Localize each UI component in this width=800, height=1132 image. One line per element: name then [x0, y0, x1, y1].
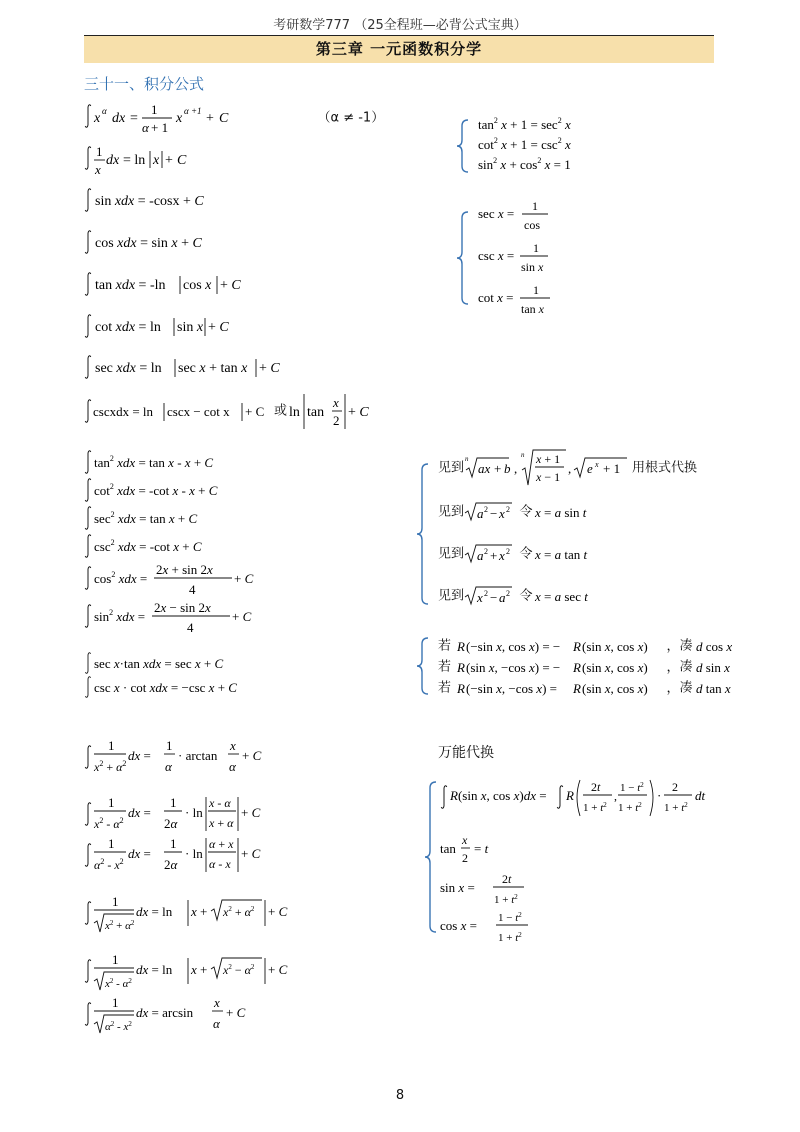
- svg-text:x +: x +: [191, 904, 208, 919]
- svg-text:x = a tan t: x = a tan t: [534, 547, 587, 562]
- rule-prefix: 见到: [438, 546, 465, 562]
- identity-sec: [478, 198, 558, 234]
- svg-text:1: 1: [112, 952, 119, 967]
- svg-text:csc x =: csc x =: [478, 248, 515, 263]
- formula-csc-alt-svg: [287, 391, 367, 431]
- formula-a2-minus-x2: [84, 834, 274, 876]
- svg-text:1 + t2: $1 + t^2$: [494, 893, 518, 906]
- svg-text:R: R: [457, 660, 465, 675]
- rule-prefix: 见到: [438, 588, 465, 604]
- svg-text:x + 1: x + 1: [536, 452, 561, 466]
- svg-text:−: −: [490, 590, 498, 605]
- formula-csc: [84, 391, 367, 431]
- svg-text:dx =: dx =: [128, 748, 151, 763]
- svg-text:+ C: + C: [268, 962, 288, 977]
- universal-cos: [440, 908, 550, 948]
- page-number: 8: [395, 1088, 405, 1103]
- svg-text:sec x + tan x: sec x + tan x: [178, 361, 248, 376]
- svg-text:C: C: [219, 111, 229, 126]
- formula-power-svg: [84, 101, 314, 135]
- svg-text:(−sin x, cos x) = −: (−sin x, cos x) = −: [466, 639, 561, 654]
- svg-text:4: 4: [189, 582, 196, 597]
- formula-sec-squared: [84, 506, 244, 532]
- formula-cot-squared: [84, 478, 244, 504]
- svg-text:2α: 2α: [164, 857, 178, 872]
- rule-x-minus-a: [438, 584, 623, 608]
- svg-text:+ 1: + 1: [603, 461, 621, 476]
- svg-text:1: 1: [108, 836, 115, 851]
- svg-text:2x + sin 2x: 2x + sin 2x: [156, 562, 213, 577]
- svg-text:α: α: [142, 120, 149, 135]
- rule-symmetry-sin: [438, 657, 745, 677]
- rule-radical-prefix: 见到: [438, 460, 465, 476]
- svg-text:α: α: [165, 759, 172, 774]
- svg-text:x: x: [462, 833, 468, 847]
- formula-cot: [84, 312, 254, 342]
- identity-pythagorean-3: [478, 154, 598, 174]
- svg-text:x: x: [499, 506, 505, 521]
- rule-symmetry-cos: [438, 636, 745, 656]
- svg-text:e: e: [587, 461, 593, 476]
- rule-cou: 凑: [679, 680, 693, 696]
- svg-text:x: x: [230, 738, 236, 753]
- svg-text:(sin x, cos x): (sin x, cos x): [582, 681, 648, 696]
- svg-text:x2 - α2: $x^2 - \alpha^2$: [94, 816, 124, 831]
- svg-text:1: 1: [108, 795, 115, 810]
- svg-text:2: 2: [462, 851, 468, 865]
- rule-a-plus-x: [438, 542, 623, 566]
- chapter-title: 第三章 一元函数积分学: [84, 35, 714, 63]
- rule-ling: 令: [519, 504, 533, 520]
- svg-text:1: 1: [532, 199, 538, 213]
- rule-radical-svg: [464, 448, 632, 488]
- svg-text:+ C: + C: [208, 320, 229, 335]
- formula-csc-squared: [84, 534, 244, 560]
- svg-text:+: +: [490, 548, 498, 563]
- svg-text:x: x: [94, 111, 101, 126]
- section-title: 三十一、积分公式: [84, 75, 205, 93]
- formula-cos-squared: [84, 560, 254, 598]
- svg-text:x: x: [95, 162, 101, 177]
- svg-text:x: x: [499, 548, 505, 563]
- svg-text:2: 2: [484, 547, 489, 556]
- rule-a-minus-x: [438, 500, 623, 524]
- svg-text:x: x: [595, 460, 599, 469]
- svg-text:x2 − α2: $x^2 - \alpha^2$: [223, 963, 255, 977]
- svg-text:α + x: α + x: [209, 837, 234, 851]
- svg-text:sin x =: sin x =: [440, 880, 475, 895]
- svg-text:ax: ax: [478, 461, 491, 476]
- svg-text:(sin x, −cos x) = −: (sin x, −cos x) = −: [466, 660, 561, 675]
- svg-text:R: R: [573, 660, 581, 675]
- svg-text:1 + t2: $1 + t^2$: [618, 801, 642, 814]
- svg-text:1: 1: [112, 995, 119, 1010]
- svg-text:+: +: [206, 111, 214, 126]
- svg-text:x2 + α2: $x^2 + \alpha^2$: [105, 919, 135, 932]
- svg-text:+ C: + C: [241, 846, 261, 861]
- svg-text:cot xdx = ln: cot xdx = ln: [95, 320, 161, 335]
- svg-text:1 + t2: $1 + t^2$: [664, 801, 688, 814]
- svg-text:x: x: [214, 995, 220, 1010]
- rule-radical-suffix: 用根式代换: [632, 460, 698, 476]
- rule-comma: ，: [666, 680, 680, 696]
- formula-csc-svg: [84, 391, 274, 431]
- rule-ruo: 若: [438, 638, 452, 654]
- svg-text:R: R: [566, 788, 574, 803]
- power-condition: （α ≠ -1）: [317, 110, 385, 126]
- svg-text:cos2 xdx =: $\cos^2$ xdx =: [94, 570, 148, 586]
- svg-text:C: C: [177, 153, 187, 168]
- svg-text:x2 + α2: $x^2 + \alpha^2$: [223, 905, 255, 919]
- svg-text:(sin x, cos x): (sin x, cos x): [582, 639, 648, 654]
- svg-text:cos x =: cos x =: [440, 918, 477, 933]
- svg-text:2: 2: [672, 780, 678, 794]
- svg-text:1 − t2: $1 - t^2$: [620, 781, 644, 794]
- svg-text:cos: cos: [524, 218, 540, 232]
- svg-text:+ C: + C: [234, 571, 254, 586]
- universal-integral: [440, 776, 710, 822]
- svg-text:= ln: = ln: [123, 153, 146, 168]
- svg-text:sin2 x + cos2 x = 1: $\sin^2 x + \cos^2 x = 1$: [478, 156, 571, 172]
- brace-substitution: [416, 462, 430, 606]
- svg-text:1 − t2: $1 - t^2$: [498, 911, 522, 924]
- svg-text:α2 - x2: $\alpha^2 - x^2$: [105, 1020, 132, 1033]
- formula-sec-svg: [84, 353, 284, 383]
- svg-text:x - α: x - α: [209, 796, 231, 810]
- svg-text:· ln: · ln: [185, 805, 203, 820]
- svg-text:=: =: [130, 111, 138, 126]
- formula-cos: [84, 228, 234, 258]
- svg-text:(sin x, cos x): (sin x, cos x): [582, 660, 648, 675]
- svg-text:a: a: [499, 590, 506, 605]
- universal-tan-half: [440, 830, 520, 870]
- svg-text:cot2 xdx = -cot x - x + C: $\cot^2$ xdx = -cot x - x + C: [94, 482, 218, 498]
- svg-text:x2 - α2: $x^2 - \alpha^2$: [105, 977, 132, 990]
- svg-text:+: +: [494, 461, 502, 476]
- svg-text:x: x: [176, 111, 183, 126]
- svg-text:tan xdx = -ln: tan xdx = -ln: [95, 278, 166, 293]
- formula-cot-svg: [84, 312, 254, 342]
- formula-sec-tan: [84, 652, 254, 676]
- svg-text:R: R: [573, 681, 581, 696]
- rule-cou: 凑: [679, 638, 693, 654]
- svg-text:d cos x: d cos x: [695, 639, 732, 654]
- svg-text:= t: = t: [474, 841, 489, 856]
- svg-text:dx = arcsin: dx = arcsin: [136, 1005, 194, 1020]
- svg-text:· arctan: · arctan: [178, 748, 218, 763]
- svg-text:+: +: [165, 153, 173, 168]
- svg-text:ln: ln: [289, 405, 300, 420]
- svg-text:+ C: + C: [259, 361, 280, 376]
- svg-text:2: 2: [506, 589, 511, 598]
- svg-text:dx: dx: [112, 111, 126, 126]
- svg-text:dt: dt: [695, 788, 706, 803]
- svg-text:x = a sec t: x = a sec t: [534, 589, 588, 604]
- svg-text:tan2 xdx = tan x - x + C: $\tan^2$ xdx = tan x - x + C: [94, 454, 214, 470]
- svg-text:a: a: [477, 548, 484, 563]
- svg-text:2: 2: [484, 589, 489, 598]
- svg-text:x: x: [153, 153, 160, 168]
- svg-text:a: a: [477, 506, 484, 521]
- svg-text:n: n: [521, 451, 525, 459]
- svg-text:,: ,: [514, 461, 518, 476]
- svg-text:sin x: sin x: [177, 320, 204, 335]
- svg-text:α: α: [229, 759, 236, 774]
- svg-text:tan x: tan x: [521, 302, 544, 316]
- svg-text:x: x: [477, 590, 483, 605]
- svg-text:2t: 2t: [591, 780, 601, 794]
- identity-csc: [478, 240, 558, 276]
- formula-power: [84, 101, 384, 135]
- svg-text:csc2 xdx = -cot x + C: $\csc^2$ xdx = -cot x + C: [94, 538, 202, 554]
- identity-pythagorean-2: [478, 134, 598, 154]
- formula-tan-svg: [84, 270, 254, 300]
- formula-cos-svg: [84, 228, 234, 258]
- svg-text:+ C: + C: [242, 748, 262, 763]
- svg-text:sin xdx = -cosx + C: sin xdx = -cosx + C: [95, 194, 204, 209]
- svg-text:1: 1: [170, 836, 177, 851]
- svg-text:csc x · cot xdx = −csc x + C: csc x · cot xdx = −csc x + C: [94, 680, 237, 695]
- formula-sqrt-plus: [84, 892, 304, 936]
- svg-text:+ C: + C: [220, 278, 241, 293]
- svg-text:b: b: [504, 461, 511, 476]
- svg-text:2α: 2α: [164, 816, 178, 831]
- svg-text:x +: x +: [191, 962, 208, 977]
- formula-sec: [84, 353, 284, 383]
- svg-text:1: 1: [96, 144, 103, 159]
- svg-text:x2 + α2: $x^2 + \alpha^2$: [94, 759, 127, 774]
- brace-universal: [424, 780, 438, 934]
- svg-text:sec2 xdx = tan x + C: $\sec^2$ xdx = tan x + C: [94, 510, 198, 526]
- svg-text:cot x =: cot x =: [478, 290, 514, 305]
- svg-text:sin x: sin x: [521, 260, 544, 274]
- formula-csc-cot: [84, 676, 264, 700]
- svg-text:sec xdx = ln: sec xdx = ln: [95, 361, 162, 376]
- svg-text:cos x: cos x: [183, 278, 212, 293]
- svg-text:,: ,: [568, 461, 572, 476]
- formula-arctan: [84, 736, 274, 778]
- svg-text:2: 2: [506, 505, 511, 514]
- svg-text:α2 - x2: $\alpha^2 - x^2$: [94, 857, 124, 872]
- svg-text:d tan x: d tan x: [695, 681, 731, 696]
- svg-text:tan: tan: [440, 841, 456, 856]
- svg-text:sec x =: sec x =: [478, 206, 515, 221]
- csc-or-label: 或: [274, 403, 288, 419]
- rule-comma: ，: [666, 638, 680, 654]
- formula-reciprocal: [84, 143, 204, 177]
- formula-sin: [84, 186, 234, 216]
- formula-reciprocal-svg: [84, 143, 204, 177]
- formula-arcsin: [84, 993, 284, 1037]
- svg-text:1: 1: [151, 102, 158, 117]
- rule-prefix: 见到: [438, 504, 465, 520]
- svg-text:x = a sin t: x = a sin t: [534, 505, 586, 520]
- rule-radical: [438, 448, 697, 488]
- svg-text:tan: tan: [307, 405, 325, 420]
- svg-text:−: −: [490, 506, 498, 521]
- svg-text:+ 1: + 1: [151, 120, 169, 135]
- rule-ling: 令: [519, 588, 533, 604]
- svg-text:· ln: · ln: [185, 846, 203, 861]
- rule-ruo: 若: [438, 680, 452, 696]
- svg-text:α: α: [102, 106, 107, 116]
- universal-sin: [440, 870, 550, 910]
- formula-tan-squared: [84, 450, 244, 476]
- svg-text:1 + t2: $1 + t^2$: [583, 801, 607, 814]
- svg-text:α - x: α - x: [209, 857, 231, 871]
- svg-text:,: ,: [614, 789, 617, 803]
- svg-text:x + α: x + α: [209, 816, 234, 830]
- svg-text:1: 1: [108, 738, 115, 753]
- svg-text:1: 1: [112, 894, 119, 909]
- rule-ling: 令: [519, 546, 533, 562]
- svg-text:R: R: [573, 639, 581, 654]
- svg-text:cscxdx = ln: cscxdx = ln: [93, 404, 154, 419]
- svg-text:1: 1: [533, 241, 539, 255]
- formula-sin-svg: [84, 186, 234, 216]
- svg-text:(−sin x, −cos x) =: (−sin x, −cos x) =: [466, 681, 558, 696]
- svg-text:R(sin x, cos x)dx =: R(sin x, cos x)dx =: [450, 788, 547, 803]
- svg-text:d sin x: d sin x: [695, 660, 730, 675]
- svg-text:2: 2: [506, 547, 511, 556]
- svg-text:x − 1: x − 1: [536, 470, 561, 484]
- rule-symmetry-tan: [438, 678, 745, 698]
- rule-cou: 凑: [679, 659, 693, 675]
- svg-text:+ C: + C: [245, 404, 265, 419]
- identity-pythagorean-1: [478, 114, 598, 134]
- identity-cot: [478, 282, 558, 318]
- formula-sqrt-minus: [84, 950, 304, 994]
- svg-text:1: 1: [166, 738, 173, 753]
- formula-sin-squared: [84, 598, 254, 636]
- svg-text:sin2 xdx =: $\sin^2$ xdx =: [94, 608, 146, 624]
- svg-text:x: x: [333, 395, 339, 410]
- universal-title: 万能代换: [438, 745, 494, 761]
- svg-text:+ C: + C: [241, 805, 261, 820]
- svg-text:1: 1: [533, 283, 539, 297]
- running-header: 考研数学777 （25全程班—必背公式宝典）: [273, 18, 527, 33]
- formula-x2-minus-a2: [84, 793, 274, 835]
- rule-ruo: 若: [438, 659, 452, 675]
- svg-text:sec x·tan xdx = sec x + C: sec x·tan xdx = sec x + C: [94, 656, 224, 671]
- svg-text:dx: dx: [106, 153, 120, 168]
- svg-text:4: 4: [187, 620, 194, 635]
- svg-text:·: ·: [657, 788, 662, 803]
- svg-text:2x − sin 2x: 2x − sin 2x: [154, 600, 211, 615]
- svg-text:tan2 x + 1 = sec2 x: $\tan^2 x + 1 = \sec^2 x$: [478, 116, 571, 132]
- svg-text:cscx − cot x: cscx − cot x: [167, 404, 230, 419]
- svg-text:dx = ln: dx = ln: [136, 904, 173, 919]
- svg-text:dx =: dx =: [128, 846, 151, 861]
- brace-reciprocal: [456, 210, 470, 306]
- formula-tan: [84, 270, 254, 300]
- svg-text:dx =: dx =: [128, 805, 151, 820]
- svg-text:+ C: + C: [226, 1005, 246, 1020]
- rule-comma: ，: [666, 659, 680, 675]
- svg-text:+ C: + C: [232, 609, 252, 624]
- brace-pythagorean: [456, 118, 470, 174]
- svg-text:1: 1: [170, 795, 177, 810]
- svg-text:α: α: [213, 1016, 220, 1031]
- svg-text:dx = ln: dx = ln: [136, 962, 173, 977]
- svg-text:+ C: + C: [268, 904, 288, 919]
- svg-text:1 + t2: $1 + t^2$: [498, 931, 522, 944]
- svg-text:n: n: [465, 455, 469, 463]
- svg-text:2: 2: [484, 505, 489, 514]
- svg-text:α +1: α +1: [184, 106, 202, 116]
- brace-symmetry: [416, 636, 430, 696]
- svg-text:2: 2: [333, 413, 340, 428]
- svg-text:cos xdx = sin x + C: cos xdx = sin x + C: [95, 236, 202, 251]
- svg-text:R: R: [457, 639, 465, 654]
- svg-text:2t: 2t: [502, 872, 512, 886]
- svg-text:cot2 x + 1 = csc2 x: $\cot^2 x + 1 = \csc^2 x$: [478, 136, 571, 152]
- svg-text:R: R: [457, 681, 465, 696]
- svg-text:+ C: + C: [348, 405, 369, 420]
